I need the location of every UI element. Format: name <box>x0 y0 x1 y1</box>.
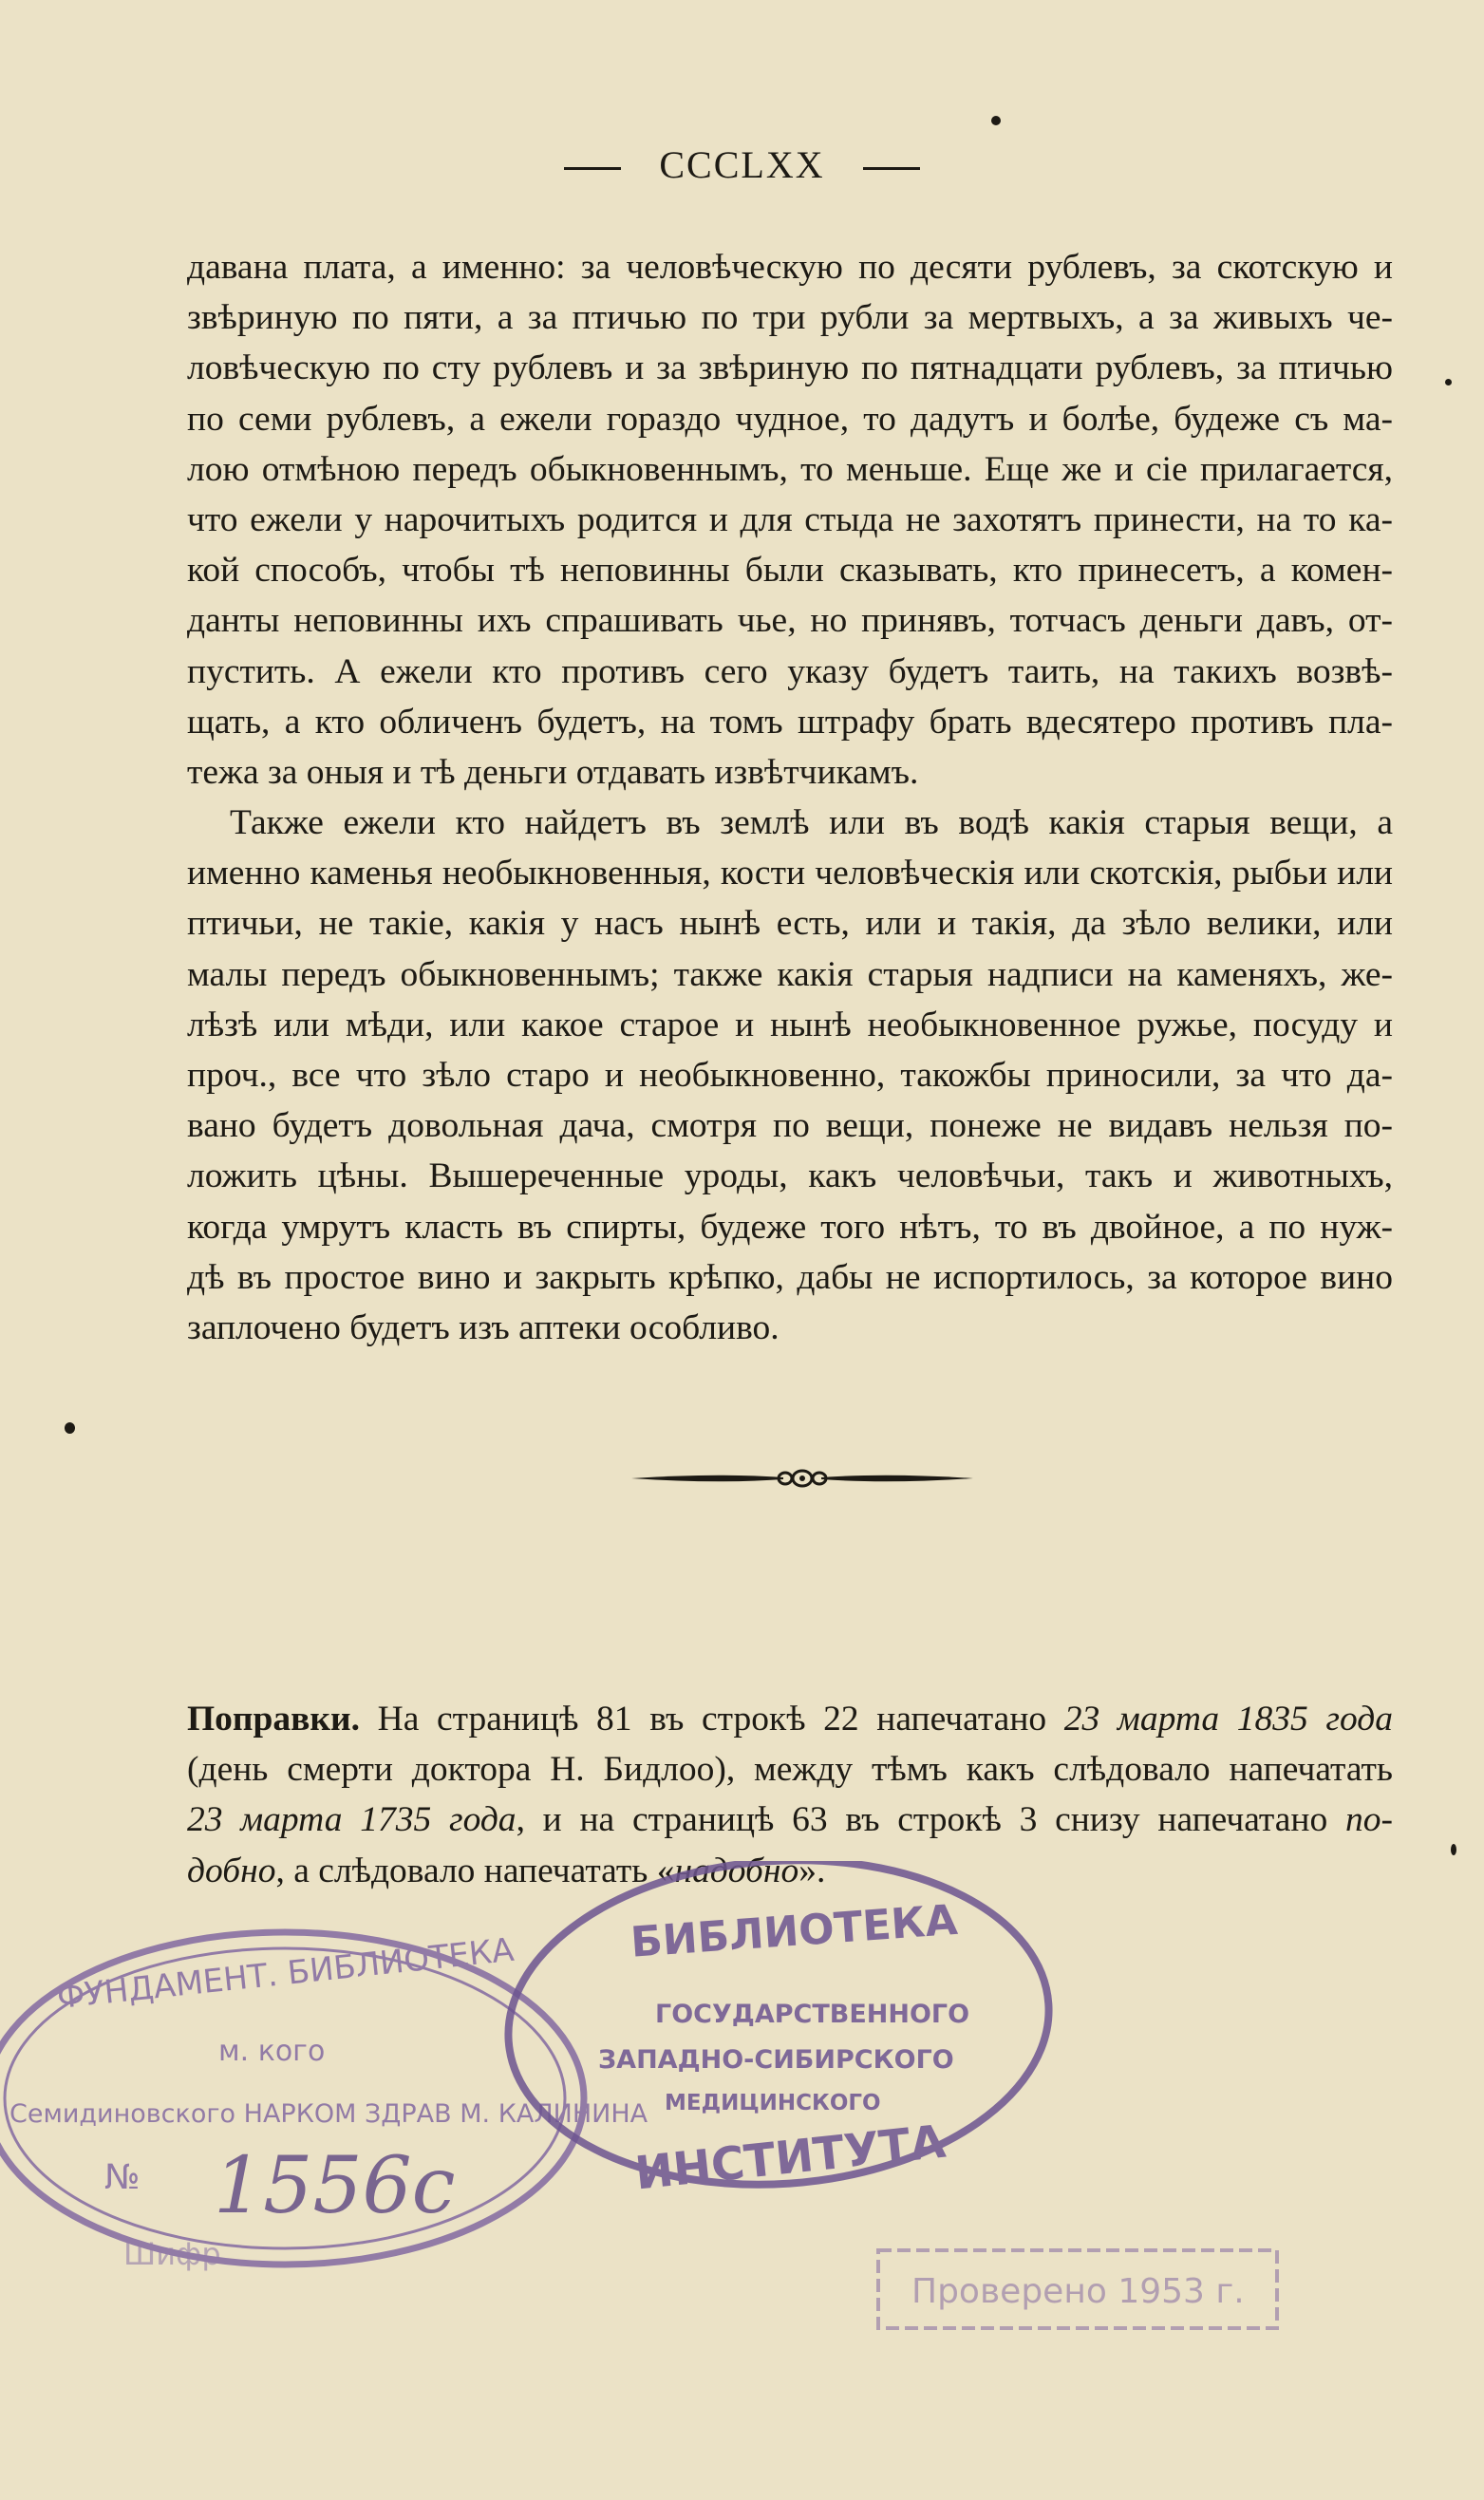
text-line: по семи рублевъ, а ежели гораздо чудное, то дадутъ и болѣе, будеже съ ма- <box>187 399 1393 439</box>
stamp-right-line2: ЗАПАДНО-СИБИРСКОГО <box>598 2045 954 2075</box>
stamp-left-top: ФУНДАМЕНТ. БИБЛИОТЕКА <box>55 1930 517 2018</box>
stamp-left-mark: № <box>104 2158 141 2197</box>
corrections-text: , а слѣдовало напечатать « <box>275 1851 675 1890</box>
text-line: заплочено будетъ изъ аптеки особливо. <box>187 1307 780 1347</box>
main-text <box>187 242 1393 1353</box>
text-line: проч., все что зѣло старо и необыкновенно, такожбы приносили, за что да- <box>187 1056 1393 1095</box>
corrections-italic: 23 марта 1735 года <box>187 1800 517 1840</box>
corrections-text: На страницѣ 81 въ строкѣ 22 напечатано <box>377 1700 1047 1739</box>
paragraph-2 <box>187 798 1393 1353</box>
corrections-italic: 23 марта 1835 года <box>1063 1700 1394 1739</box>
page-number: CCCLXX <box>659 143 825 186</box>
corrections-line-3 <box>187 1794 1393 1844</box>
corrections-line-1 <box>187 1693 1393 1743</box>
text-line: именно каменья необыкновенныя, кости человѣческія или скотскія, рыбьи или <box>187 854 1393 893</box>
stamp-left-number: 1556с <box>214 2141 456 2231</box>
text-line: дѣ въ простое вино и закрыть крѣпко, дабы не испортилось, за которое вино <box>187 1257 1393 1297</box>
stamp-fundament-library <box>0 1931 648 2272</box>
text-line: лою отмѣною передъ обыкновеннымъ, то меньше. Еще же и сіе прилагается, <box>187 449 1393 489</box>
text-line: когда умрутъ класть въ спирты, будеже того нѣтъ, то въ двойное, а по нуж- <box>187 1207 1393 1247</box>
text-line: данты неповинны ихъ спрашивать чье, но принявъ, тотчасъ деньги давъ, от- <box>187 601 1393 641</box>
text-line: птичьи, не такіе, какія у насъ нынѣ есть, или и такія, да зѣло велики, или <box>187 904 1393 944</box>
text-line: Также ежели кто найдетъ въ землѣ или въ водѣ какія старыя вещи, а <box>230 803 1393 843</box>
text-line: вано будетъ довольная дача, смотря по вещи, понеже не видавъ нельзя по- <box>187 1106 1393 1146</box>
stamp-right-bottom: ИНСТИТУТА <box>632 2115 949 2201</box>
text-line: ловѣческую по сту рублевъ и за звѣриную по пятнадцати рублевъ, за птичью <box>187 348 1393 388</box>
text-line: ложить цѣны. Вышереченные уроды, какъ человѣчьи, такъ и животныхъ, <box>187 1156 1393 1196</box>
ink-speck <box>1445 379 1452 385</box>
paragraph-1 <box>187 242 1393 798</box>
stamp-right-line3: МЕДИЦИНСКОГО <box>665 2091 881 2115</box>
corrections-italic: добно <box>187 1851 276 1890</box>
stamp-institute-library <box>498 1861 1060 2202</box>
page-header <box>0 142 1484 187</box>
corrections-line-2: (день смерти доктора Н. Бидлоо), между тѣмъ какъ слѣдовало напечатать <box>187 1750 1393 1790</box>
corrections-label: Поправки. <box>187 1700 360 1739</box>
corrections-text: ». <box>798 1851 826 1890</box>
stamp-rect-text: Проверено 1953 г. <box>911 2272 1245 2311</box>
stamp-left-cipher: Шифр <box>123 2236 221 2272</box>
stamp-right-line1: ГОСУДАРСТВЕННОГО <box>655 2000 970 2029</box>
text-line: пустить. А ежели кто противъ сего указу будетъ таить, на такихъ возвѣ- <box>187 651 1393 691</box>
stamp-right-title: БИБЛИОТЕКА <box>629 1895 960 1967</box>
text-line: тежа за оныя и тѣ деньги отдавать извѣтчикамъ. <box>187 752 919 792</box>
text-line: звѣриную по пяти, а за птичью по три рубли за мертвыхъ, а за живыхъ че- <box>187 298 1393 338</box>
header-dash-left <box>564 167 621 170</box>
ink-speck <box>991 116 1001 125</box>
text-line: что ежели у нарочитыхъ родится и для стыда не захотятъ принести, на то ка- <box>187 499 1393 539</box>
stamp-left-mid: м. кого <box>218 2035 326 2068</box>
text-line: щать, а кто обличенъ будетъ, на томъ штрафу брать вдесятеро противъ пла- <box>187 702 1393 742</box>
corrections-italic: надобно <box>674 1851 799 1890</box>
text-line: кой способъ, чтобы тѣ неповинны были сказывать, кто принесетъ, а комен- <box>187 551 1393 591</box>
stamp-left-bottom: Семидиновского НАРКОМ ЗДРАВ М. КАЛИНИНА <box>9 2099 648 2129</box>
header-dash-right <box>863 167 920 170</box>
text-line: лѣзѣ или мѣди, или какое старое и нынѣ необыкновенное ружье, посуду и <box>187 1005 1393 1044</box>
ornament-divider <box>631 1457 973 1499</box>
stamp-rectangular <box>878 2250 1277 2328</box>
ink-speck <box>65 1422 75 1434</box>
text-line: давана плата, а именно: за человѣческую по десяти рублевъ, за скотскую и <box>187 248 1393 287</box>
corrections-italic: по- <box>1344 1800 1393 1840</box>
text-line: малы передъ обыкновеннымъ; также какія старыя надписи на каменяхъ, же- <box>187 954 1393 994</box>
ink-speck <box>1451 1844 1456 1855</box>
corrections-text: , и на страницѣ 63 въ строкѣ 3 снизу напечатано <box>516 1800 1328 1840</box>
library-stamps <box>0 1861 1484 2393</box>
